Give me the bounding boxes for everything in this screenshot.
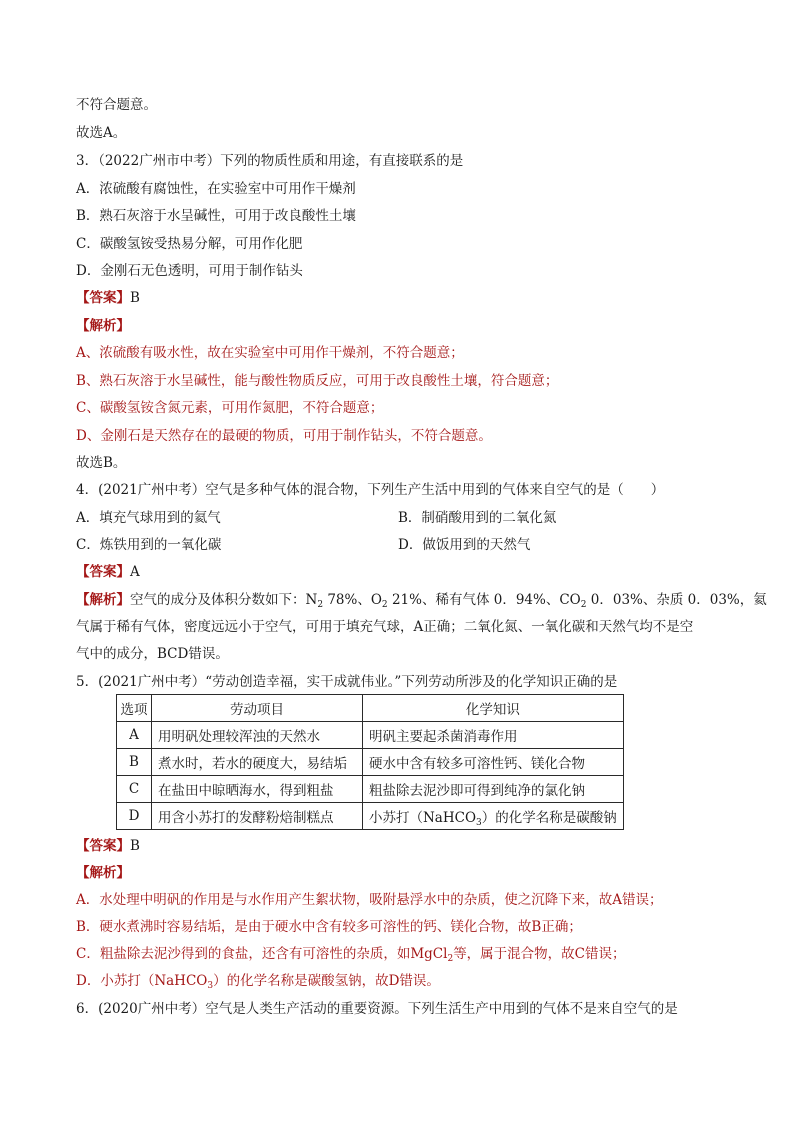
subscript: 2 — [381, 600, 388, 610]
question-3-option-a: A．浓硫酸有腐蚀性，在实验室中可用作干燥剂 — [76, 181, 356, 197]
cell-text: ）的化学名称是碳酸钠 — [481, 810, 617, 826]
table-cell: 用含小苏打的发酵粉焙制糕点 — [152, 803, 363, 830]
question-5-explanation-d — [76, 972, 440, 990]
answer-value: A — [130, 564, 140, 580]
subscript: 2 — [447, 954, 454, 964]
question-3-explanation-c: C、碳酸氢铵含氮元素，可用作氮肥，不符合题意； — [76, 400, 384, 416]
explanation-text: 等，属于混合物，故C错误； — [453, 946, 626, 962]
question-4-options-row-1 — [76, 509, 557, 527]
table-cell: B — [117, 749, 152, 776]
table-header: 化学知识 — [363, 695, 624, 722]
table-cell: A — [117, 722, 152, 749]
subscript: 3 — [476, 818, 482, 828]
question-5-stem: 5．(2021广州中考）“劳动创造幸福，实干成就伟业。”下列劳动所涉及的化学知识正确的是 — [76, 674, 618, 690]
question-3-answer — [76, 289, 140, 307]
question-3-explanation-label: 【解析】 — [76, 318, 130, 334]
question-4-option-a: A．填充气球用到的氦气 — [76, 510, 221, 526]
question-5-explanation-a: A．水处理中明矾的作用是与水作用产生絮状物，吸附悬浮水中的杂质，使之沉降下来，故A错误； — [76, 892, 663, 908]
explanation-text: 78%、O — [323, 592, 382, 608]
question-4-explanation-line-1 — [76, 591, 767, 609]
question-3-explanation-a: A、浓硫酸有吸水性，故在实验室中可用作干燥剂，不符合题意； — [76, 345, 464, 361]
table-cell: 硬水中含有较多可溶性钙、镁化合物 — [363, 749, 624, 776]
question-3-option-b: B．熟石灰溶于水呈碱性，可用于改良酸性土壤 — [76, 208, 356, 224]
question-4-explanation-line-3: 气中的成分，BCD错误。 — [76, 646, 229, 662]
question-3-explanation-d: D、金刚石是天然存在的最硬的物质，可用于制作钻头，不符合题意。 — [76, 428, 492, 444]
answer-label: 【答案】 — [76, 564, 130, 580]
question-3-explanation-b: B、熟石灰溶于水呈碱性，能与酸性物质反应，可用于改良酸性土壤，符合题意； — [76, 373, 559, 389]
text-line: 故选A。 — [76, 125, 127, 141]
subscript: 2 — [317, 600, 324, 610]
answer-label: 【答案】 — [76, 838, 130, 854]
question-3-final: 故选B。 — [76, 455, 127, 471]
question-5-explanation-c — [76, 945, 626, 963]
table-cell: 明矾主要起杀菌消毒作用 — [363, 722, 624, 749]
answer-value: B — [130, 290, 140, 306]
question-3-option-d: D．金刚石无色透明，可用于制作钻头 — [76, 263, 303, 279]
question-3-option-c: C．碳酸氢铵受热易分解，可用作化肥 — [76, 236, 303, 252]
table-row — [117, 776, 624, 803]
table-header-row — [117, 695, 624, 722]
question-4-explanation-line-2: 气属于稀有气体，密度远远小于空气，可用于填充气球，A正确；二氧化氮、一氧化碳和天然气均不是空 — [76, 619, 694, 635]
table-cell: 在盐田中晾晒海水，得到粗盐 — [152, 776, 363, 803]
explanation-text: 0．03%、杂质 0．03%，氦 — [586, 592, 767, 608]
question-5-explanation-b: B．硬水煮沸时容易结垢，是由于硬水中含有较多可溶性的钙、镁化合物，故B正确； — [76, 919, 582, 935]
question-4-option-d: D．做饭用到的天然气 — [398, 537, 531, 553]
table-row — [117, 722, 624, 749]
subscript: 2 — [580, 600, 587, 610]
explanation-text: 空气的成分及体积分数如下：N — [130, 592, 318, 608]
table-cell: 煮水时，若水的硬度大，易结垢 — [152, 749, 363, 776]
question-3-stem: 3．（2022广州市中考）下列的物质性质和用途，有直接联系的是 — [76, 153, 464, 169]
table-cell: 用明矾处理较浑浊的天然水 — [152, 722, 363, 749]
table-header: 选项 — [117, 695, 152, 722]
explanation-text: C．粗盐除去泥沙得到的食盐，还含有可溶性的杂质，如MgCl — [76, 946, 448, 962]
text-line: 不符合题意。 — [76, 97, 157, 113]
question-5-table — [116, 694, 624, 830]
table-row — [117, 803, 624, 830]
subscript: 3 — [207, 981, 214, 991]
question-4-options-row-2 — [76, 536, 531, 554]
question-5-explanation-label: 【解析】 — [76, 865, 130, 881]
cell-text: 小苏打（NaHCO — [369, 810, 477, 826]
explanation-label: 【解析】 — [76, 592, 130, 608]
explanation-text: ）的化学名称是碳酸氢钠，故D错误。 — [213, 973, 440, 989]
answer-label: 【答案】 — [76, 290, 130, 306]
explanation-text: 21%、稀有气体 0．94%、CO — [387, 592, 581, 608]
question-5-answer — [76, 837, 140, 855]
explanation-text: D．小苏打（NaHCO — [76, 973, 208, 989]
question-6-stem: 6．(2020广州中考）空气是人类生产活动的重要资源。下列生活生产中用到的气体不是来自空气的是 — [76, 1001, 678, 1017]
table-cell: 粗盐除去泥沙即可得到纯净的氯化钠 — [363, 776, 624, 803]
table-cell — [363, 803, 624, 830]
question-4-option-b: B．制硝酸用到的二氧化氮 — [398, 510, 557, 526]
answer-value: B — [130, 838, 140, 854]
question-4-answer — [76, 563, 140, 581]
table-cell: C — [117, 776, 152, 803]
table-header: 劳动项目 — [152, 695, 363, 722]
table-row — [117, 749, 624, 776]
question-4-stem: 4．(2021广州中考）空气是多种气体的混合物，下列生产生活中用到的气体来自空气的是（ ） — [76, 482, 665, 498]
table-cell: D — [117, 803, 152, 830]
question-4-option-c: C．炼铁用到的一氧化碳 — [76, 537, 222, 553]
